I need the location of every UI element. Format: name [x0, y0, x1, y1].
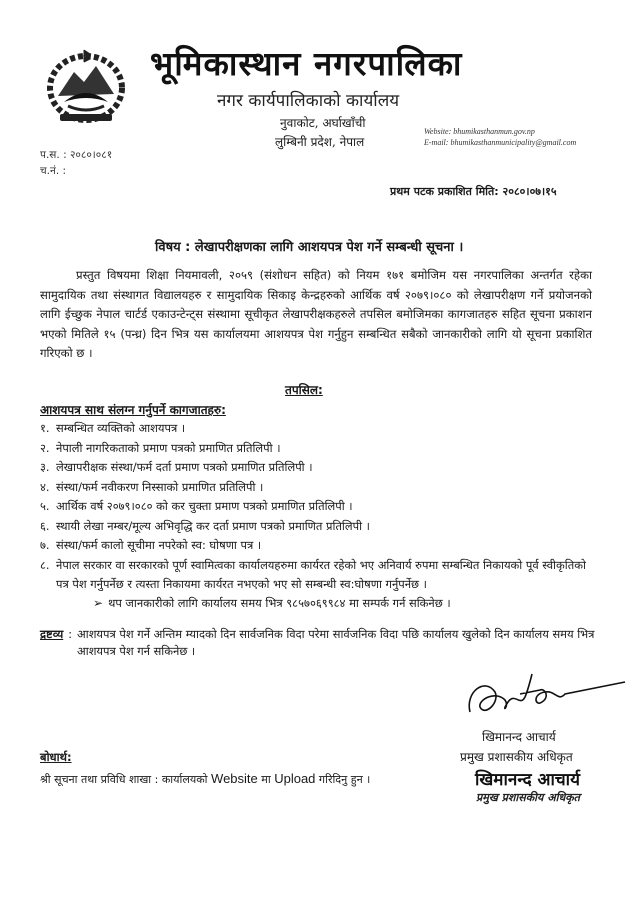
- document-item: [40, 556, 600, 595]
- document-item: [40, 517, 600, 537]
- cc-prefix: श्री सूचना तथा प्रविधि शाखा : कार्यालयको: [40, 773, 208, 786]
- dispatch-number: च.नं. :: [40, 165, 67, 177]
- item-number: २.: [40, 440, 50, 455]
- cc-suffix: गरिदिनु हुन ।: [318, 773, 371, 786]
- cc-heading: बोधार्थ:: [40, 750, 72, 764]
- document-item: [40, 497, 600, 517]
- arrow-bullet-icon: ➢: [93, 596, 104, 610]
- item-text: संस्था/फर्म कालो सूचीमा नपरेको स्व: घोषणा पत्र ।: [56, 538, 262, 552]
- note-block: [40, 626, 600, 660]
- document-item: [40, 478, 600, 498]
- contact-note-text: थप जानकारीको लागि कार्यालय समय भित्र ९८५७०६९९८४ मा सम्पर्क गर्न सकिनेछ ।: [108, 596, 451, 610]
- documents-list: [40, 419, 600, 595]
- document-item: [40, 439, 600, 459]
- note-label: द्रष्टव्य: [40, 627, 64, 641]
- item-number: ४.: [40, 479, 50, 494]
- item-number: ६.: [40, 518, 50, 533]
- note-text: आशयपत्र पेश गर्ने अन्तिम म्यादको दिन सार्वजनिक विदा परेमा सार्वजनिक विदा पछि कार्यालय खुलेको दिन कार्यालय समय भित्र आशयपत्र पेश गर्न सकिनेछ ।: [77, 627, 595, 658]
- documents-heading: आशयपत्र साथ संलग्न गर्नुपर्ने कागजातहरु:: [40, 403, 226, 417]
- publish-date: प्रथम पटक प्रकाशित मिति: २०८०।०७।१५: [390, 185, 557, 198]
- nepal-emblem-icon: [38, 44, 134, 128]
- document-item: [40, 419, 600, 439]
- cc-upload: Upload: [274, 771, 316, 786]
- item-text: नेपाल सरकार वा सरकारको पूर्ण स्वामित्वका कार्यालयहरुमा कार्यरत रहेको भए अनिवार्य रुपमा सम्बन्धित निकायको पूर्व स्वीकृतिको पत्र पेश गर्नुपर्नेछ र त्यस्ता निकायमा कार्यरत नभएको भए सो सम्बन्धी स्व:घोषणा गर्नुपर्नेछ ।: [56, 557, 586, 591]
- signer-title: प्रमुख प्रशासकीय अधिकृत: [460, 750, 573, 764]
- cc-website: Website: [211, 771, 258, 786]
- stamp-name: खिमानन्द आचार्य: [475, 770, 580, 790]
- notice-body: प्रस्तुत विषयमा शिक्षा नियमावली, २०५९ (संशोधन सहित) को नियम १७१ बमोजिम यस नगरपालिका अन्तर्गत रहेका सामुदायिक तथा संस्थागत विद्यालयहरु र सामुदायिक सिकाइ केन्द्रहरुको आर्थिक वर्ष २०७९।०८० को लेखापरीक्षण गर्ने प्रयोजनको लागि ईच्छुक नेपाल चार्टर्ड एकाउन्टेन्ट्स संस्थामा सूचीकृत लेखापरीक्षकहरुले तपसिल बमोजिमका कागजातहरु सहित सूचना प्रकाशन भएको मितिले १५ (पन्ध्र) दिन भित्र यस कार्यालयमा आशयपत्र पेश गर्नुहुन सम्बन्धित सबैको जानकारीको लागि यो सूचना प्रकाशित गरिएको छ ।: [40, 268, 592, 360]
- note-separator: :: [68, 627, 73, 641]
- document-item: [40, 536, 600, 556]
- item-text: संस्था/फर्म नवीकरण निस्साको प्रमाणित प्रतिलिपी ।: [56, 479, 264, 494]
- item-number: ७.: [40, 538, 50, 552]
- item-number: ८.: [40, 557, 50, 572]
- item-text: आर्थिक वर्ष २०७९।०८० को कर चुक्ता प्रमाण पत्रको प्रमाणित प्रतिलिपी ।: [56, 499, 353, 513]
- item-number: १.: [40, 421, 50, 435]
- cc-text: [40, 771, 370, 787]
- email-text: E-mail: bhumikasthanmunicipality@gmail.com: [424, 138, 577, 147]
- item-number: ३.: [40, 460, 50, 474]
- cc-middle: मा: [261, 773, 271, 786]
- address-line-1: नुवाकोट, अर्घाखाँची: [280, 116, 366, 130]
- contact-note: [93, 596, 451, 611]
- item-text: नेपाली नागरिकताको प्रमाण पत्रको प्रमाणित प्रतिलिपी ।: [56, 440, 281, 455]
- signer-name: खिमानन्द आचार्य: [482, 730, 556, 744]
- item-text: सम्बन्धित व्यक्तिको आशयपत्र ।: [56, 421, 186, 435]
- letter-number: प.स. : २०८०।०८१: [40, 149, 113, 161]
- item-text: स्थायी लेखा नम्बर/मूल्य अभिवृद्धि कर दर्ता प्रमाण पत्रको प्रमाणित प्रतिलिपी ।: [56, 518, 370, 533]
- item-text: लेखापरीक्षक संस्था/फर्म दर्ता प्रमाण पत्रको प्रमाणित प्रतिलिपी ।: [56, 460, 313, 474]
- organization-name: भूमिकास्थान नगरपालिका: [150, 44, 463, 83]
- contact-info: [424, 126, 576, 148]
- office-name: नगर कार्यपालिकाको कार्यालय: [217, 91, 400, 111]
- item-number: ५.: [40, 499, 50, 513]
- stamp-title: प्रमुख प्रशासकीय अधिकृत: [476, 791, 580, 804]
- details-title: तपसिल:: [285, 383, 323, 397]
- address-line-2: लुम्बिनी प्रदेश, नेपाल: [275, 135, 365, 149]
- document-item: [40, 458, 600, 478]
- notice-subject: विषय : लेखापरीक्षणका लागि आशयपत्र पेश गर्ने सम्बन्धी सूचना ।: [155, 240, 464, 255]
- website-text: Website: bhumikasthanmun.gov.np: [424, 127, 535, 136]
- signature-icon: [460, 672, 630, 732]
